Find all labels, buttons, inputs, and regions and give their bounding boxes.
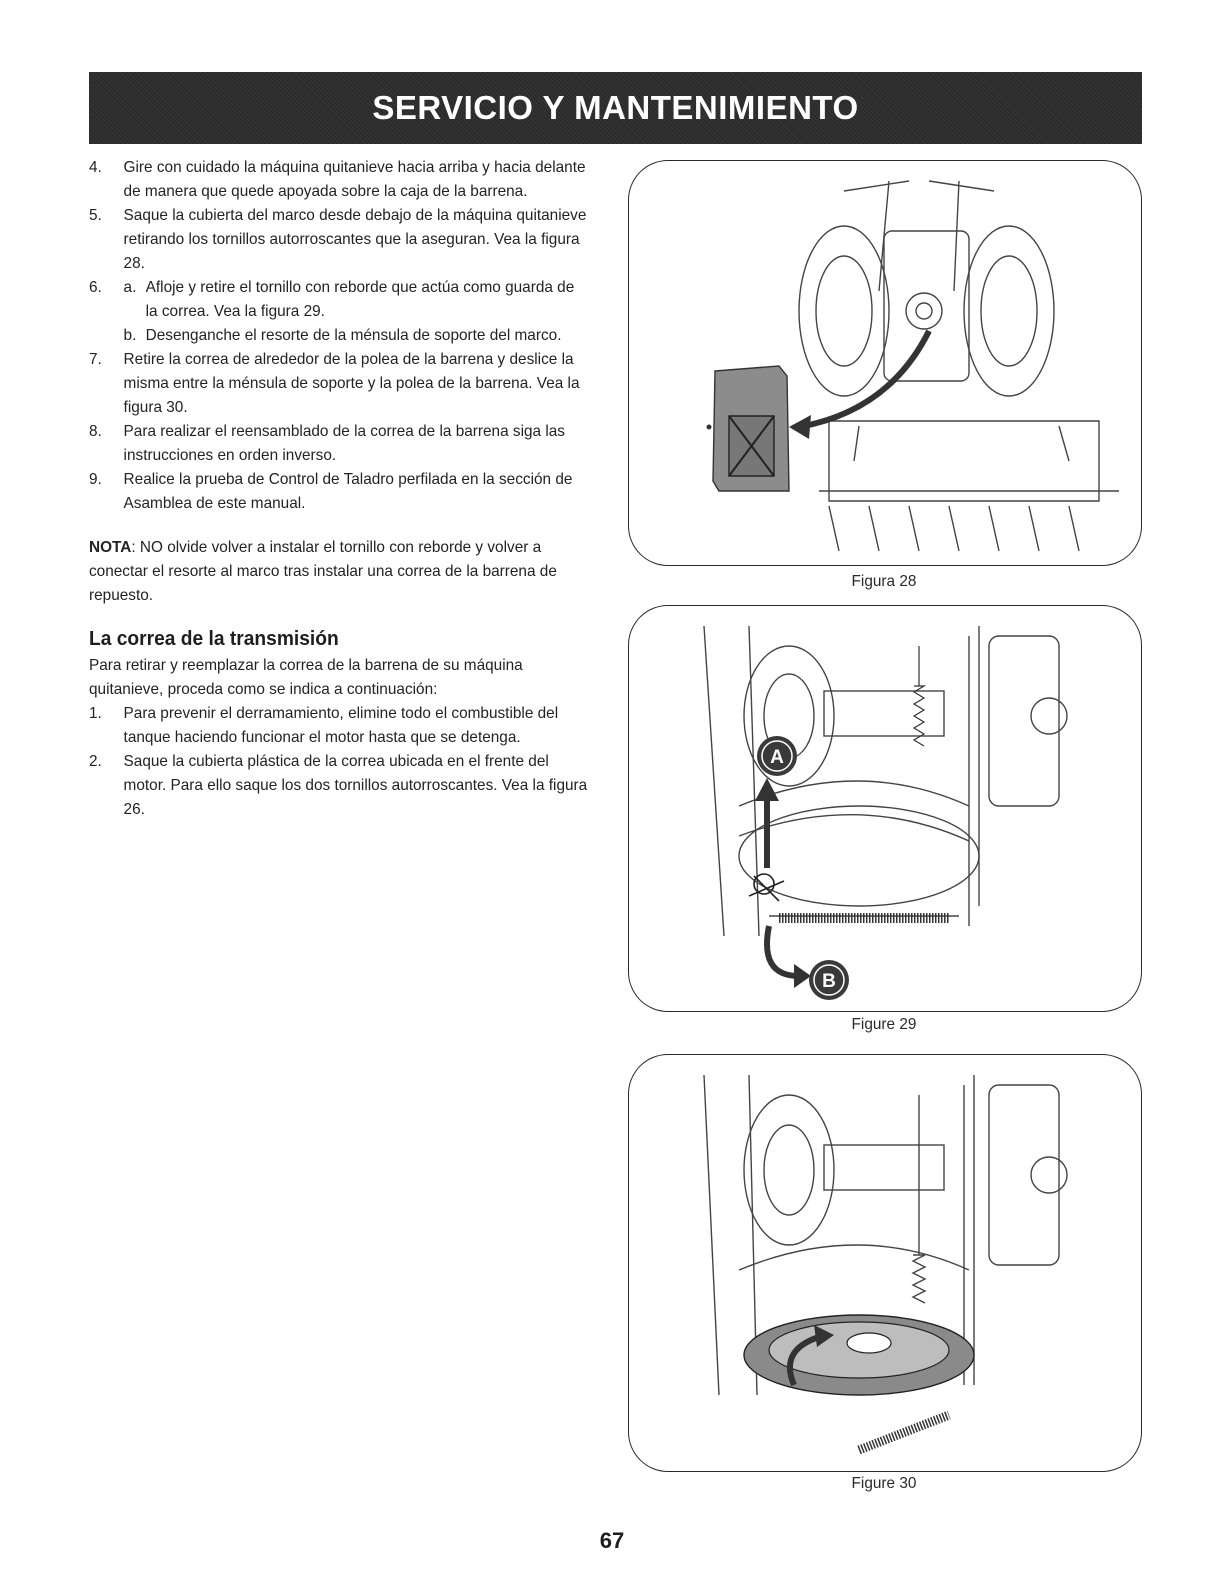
list-item xyxy=(89,750,588,822)
section-intro: Para retirar y reemplazar la correa de la barrena de su máquina quitanieve, proceda como se indica a continuación: xyxy=(89,657,523,698)
substep-text: Desenganche el resorte de la ménsula de soporte del marco. xyxy=(145,327,562,344)
figure-29-illustration xyxy=(628,605,1142,1012)
list-item xyxy=(89,420,588,468)
figure-30-illustration xyxy=(628,1054,1142,1472)
step-text: Realice la prueba de Control de Taladro perfilada en la sección de Asamblea de este manual. xyxy=(123,471,573,512)
figure-28-illustration xyxy=(628,160,1142,566)
section-banner xyxy=(89,72,1142,144)
figure-29-caption: Figure 29 xyxy=(851,1016,917,1033)
list-item xyxy=(89,276,588,348)
auger-pulley xyxy=(744,1315,974,1395)
step-text: Gire con cuidado la máquina quitanieve hacia arriba y hacia delante de manera que quede apoyada sobre la caja de la barrena. xyxy=(123,159,586,200)
frame-cover-part xyxy=(707,366,797,491)
instructions-column xyxy=(89,156,588,822)
step-number: 7. xyxy=(89,351,102,368)
note-paragraph xyxy=(89,536,588,608)
step-text: Para realizar el reensamblado de la correa de la barrena siga las instrucciones en orden inverso. xyxy=(123,423,565,464)
step-text: Saque la cubierta plástica de la correa ubicada en el frente del motor. Para ello saque los dos tornillos autorroscantes. Vea la figura 26. xyxy=(123,753,588,818)
belt-guard-spring-drawing xyxy=(629,606,1141,1011)
note-text: : NO olvide volver a instalar el tornillo con reborde y volver a conectar el resorte al marco tras instalar una correa de la barrena de repuesto. xyxy=(89,539,557,604)
step-number: 1. xyxy=(89,705,102,722)
step-text: Saque la cubierta del marco desde debajo de la máquina quitanieve retirando los tornillos autorroscantes que la aseguran. Vea la figura 28. xyxy=(123,207,587,272)
page-number: 67 xyxy=(599,1528,625,1553)
spring xyxy=(859,1415,949,1450)
list-item xyxy=(89,702,588,750)
list-item xyxy=(124,276,589,324)
removal-arrow xyxy=(799,331,929,427)
step-number: 5. xyxy=(89,207,102,224)
substep-label: a. xyxy=(123,279,137,296)
flange-bolt xyxy=(749,874,784,901)
substep-label: b. xyxy=(123,327,137,344)
substep-list xyxy=(124,276,589,348)
arrow-head xyxy=(794,964,811,988)
section-heading: La correa de la transmisión xyxy=(89,628,339,650)
callout-a xyxy=(757,736,797,776)
list-item xyxy=(89,468,588,516)
figure-30-caption: Figure 30 xyxy=(851,1475,917,1492)
arrow-head xyxy=(789,415,811,439)
arrow-head xyxy=(755,778,779,801)
step-number: 6. xyxy=(89,279,102,296)
snowblower-frame-cover-drawing xyxy=(629,161,1141,565)
callout-b-label: B xyxy=(822,971,836,992)
step-text: Para prevenir el derramamiento, elimine todo el combustible del tanque haciendo funcionar el motor hasta que se detenga. xyxy=(123,705,559,746)
figure-28-caption: Figura 28 xyxy=(851,573,917,590)
step-list xyxy=(89,156,588,516)
step-number: 8. xyxy=(89,423,102,440)
list-item xyxy=(89,348,588,420)
list-item xyxy=(124,324,589,348)
callout-b xyxy=(809,960,849,1000)
list-item xyxy=(89,204,588,276)
callout-a-label: A xyxy=(770,747,784,768)
transmission-step-list xyxy=(89,702,588,822)
step-number: 2. xyxy=(89,753,102,770)
step-number: 9. xyxy=(89,471,102,488)
section-title: SERVICIO Y MANTENIMIENTO xyxy=(372,89,859,126)
step-text: Retire la correa de alrededor de la polea de la barrena y deslice la misma entre la ménsula de soporte y la polea de la barrena. Vea la figura 30. xyxy=(123,351,580,416)
substep-text: Afloje y retire el tornillo con reborde que actúa como guarda de la correa. Vea la figura 29. xyxy=(145,279,575,320)
list-item xyxy=(89,156,588,204)
step-number: 4. xyxy=(89,159,102,176)
note-label: NOTA xyxy=(89,539,132,556)
belt-removal-drawing xyxy=(629,1055,1141,1471)
